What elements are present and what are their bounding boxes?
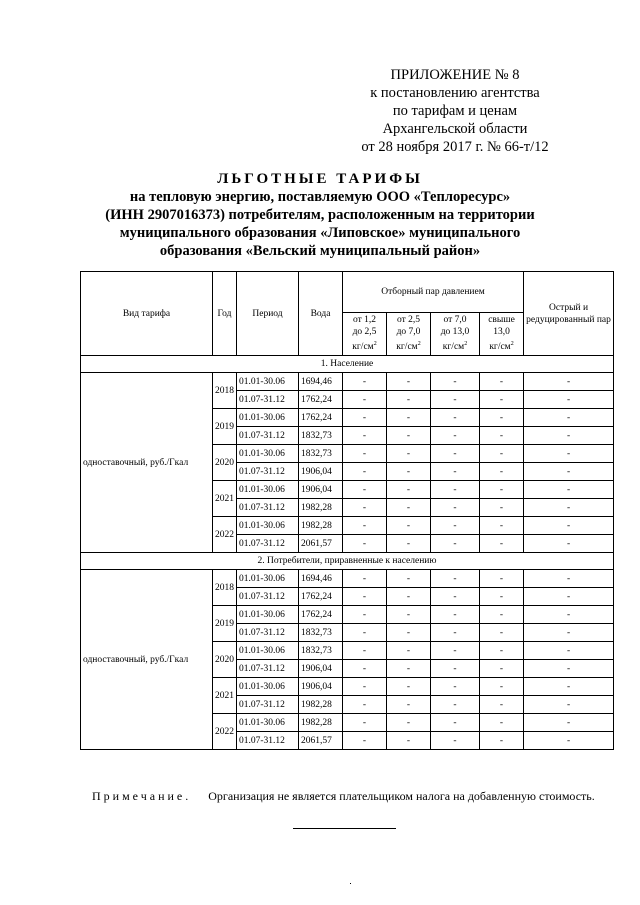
- title-line: муниципального образования «Липовское» муниципального: [119, 225, 521, 241]
- empty-tariff-cell: -: [431, 714, 480, 732]
- empty-tariff-cell: -: [387, 499, 431, 517]
- water-tariff-cell: 1762,24: [299, 391, 343, 409]
- empty-tariff-cell: -: [431, 660, 480, 678]
- empty-tariff-cell: -: [343, 517, 387, 535]
- empty-tariff-cell: -: [387, 678, 431, 696]
- empty-tariff-cell: -: [480, 499, 524, 517]
- water-tariff-cell: 1762,24: [299, 409, 343, 427]
- empty-tariff-cell: -: [387, 732, 431, 750]
- empty-tariff-cell: -: [524, 732, 614, 750]
- period-cell: 01.07-31.12: [237, 696, 299, 714]
- unit-text: кг/см: [396, 342, 418, 353]
- empty-tariff-cell: -: [480, 463, 524, 481]
- empty-tariff-cell: -: [480, 535, 524, 553]
- period-cell: 01.01-30.06: [237, 373, 299, 391]
- header-steam-range-line: от 1,2: [352, 315, 377, 326]
- period-cell: 01.01-30.06: [237, 606, 299, 624]
- footnote-text: Организация не является плательщиком налога на добавленную стоимость.: [208, 789, 595, 803]
- section-row: [81, 356, 614, 373]
- section-row: [81, 553, 614, 570]
- header-steam-unit: [387, 338, 430, 353]
- empty-tariff-cell: -: [387, 535, 431, 553]
- empty-tariff-cell: -: [431, 373, 480, 391]
- period-cell: 01.01-30.06: [237, 445, 299, 463]
- water-tariff-cell: 1832,73: [299, 624, 343, 642]
- empty-tariff-cell: -: [387, 714, 431, 732]
- header-steam: Отборный пар давлением: [343, 272, 524, 313]
- empty-tariff-cell: -: [343, 463, 387, 481]
- water-tariff-cell: 1906,04: [299, 678, 343, 696]
- header-sharp-steam: Острый и редуцированный пар: [524, 272, 614, 356]
- water-tariff-cell: 1762,24: [299, 606, 343, 624]
- empty-tariff-cell: -: [524, 606, 614, 624]
- empty-tariff-cell: -: [343, 660, 387, 678]
- empty-tariff-cell: -: [343, 606, 387, 624]
- empty-tariff-cell: -: [480, 732, 524, 750]
- water-tariff-cell: 1982,28: [299, 696, 343, 714]
- period-cell: 01.01-30.06: [237, 714, 299, 732]
- empty-tariff-cell: -: [431, 624, 480, 642]
- period-cell: 01.01-30.06: [237, 481, 299, 499]
- header-steam-range-line: от 7,0: [443, 315, 467, 326]
- period-cell: 01.07-31.12: [237, 660, 299, 678]
- empty-tariff-cell: -: [431, 445, 480, 463]
- tariff-type-cell: одноставочный, руб./Гкал: [81, 373, 213, 553]
- empty-tariff-cell: -: [431, 391, 480, 409]
- empty-tariff-cell: -: [524, 714, 614, 732]
- empty-tariff-cell: -: [480, 624, 524, 642]
- header-steam-range-line: до 7,0: [396, 327, 421, 338]
- tariff-table: [80, 271, 614, 750]
- header-steam-range: [343, 313, 387, 356]
- empty-tariff-cell: -: [480, 660, 524, 678]
- empty-tariff-cell: -: [343, 373, 387, 391]
- empty-tariff-cell: -: [387, 696, 431, 714]
- empty-tariff-cell: -: [431, 481, 480, 499]
- unit-exponent: 2: [510, 341, 514, 348]
- empty-tariff-cell: -: [524, 427, 614, 445]
- year-cell: 2019: [213, 409, 237, 445]
- empty-tariff-cell: -: [524, 481, 614, 499]
- empty-tariff-cell: -: [343, 391, 387, 409]
- empty-tariff-cell: -: [343, 696, 387, 714]
- unit-text: кг/см: [489, 342, 511, 353]
- year-cell: 2018: [213, 570, 237, 606]
- year-cell: 2021: [213, 678, 237, 714]
- water-tariff-cell: 1694,46: [299, 373, 343, 391]
- empty-tariff-cell: -: [387, 481, 431, 499]
- empty-tariff-cell: -: [387, 517, 431, 535]
- empty-tariff-cell: -: [431, 588, 480, 606]
- empty-tariff-cell: -: [524, 463, 614, 481]
- empty-tariff-cell: -: [524, 445, 614, 463]
- scan-dot: [350, 883, 351, 884]
- appendix-line: Архангельской области: [382, 121, 528, 137]
- period-cell: 01.07-31.12: [237, 499, 299, 517]
- water-tariff-cell: 1982,28: [299, 714, 343, 732]
- empty-tariff-cell: -: [387, 409, 431, 427]
- empty-tariff-cell: -: [431, 732, 480, 750]
- title-line: на тепловую энергию, поставляемую ООО «Теплоресурс»: [129, 189, 511, 205]
- header-period: Период: [237, 272, 299, 356]
- empty-tariff-cell: -: [387, 570, 431, 588]
- empty-tariff-cell: -: [343, 588, 387, 606]
- empty-tariff-cell: -: [387, 660, 431, 678]
- appendix-block: [330, 66, 580, 156]
- table-row: [81, 570, 614, 588]
- empty-tariff-cell: -: [431, 409, 480, 427]
- empty-tariff-cell: -: [480, 696, 524, 714]
- period-cell: 01.07-31.12: [237, 463, 299, 481]
- empty-tariff-cell: -: [343, 714, 387, 732]
- empty-tariff-cell: -: [480, 445, 524, 463]
- header-steam-unit: [343, 338, 386, 353]
- empty-tariff-cell: -: [343, 732, 387, 750]
- header-steam-range: [480, 313, 524, 356]
- table-row: [81, 373, 614, 391]
- empty-tariff-cell: -: [387, 391, 431, 409]
- empty-tariff-cell: -: [431, 499, 480, 517]
- unit-exponent: 2: [373, 341, 377, 348]
- period-cell: 01.07-31.12: [237, 588, 299, 606]
- year-cell: 2020: [213, 445, 237, 481]
- header-steam-range-line: до 13,0: [440, 327, 470, 338]
- empty-tariff-cell: -: [480, 409, 524, 427]
- empty-tariff-cell: -: [480, 517, 524, 535]
- year-cell: 2019: [213, 606, 237, 642]
- separator-line: [293, 828, 396, 829]
- period-cell: 01.07-31.12: [237, 427, 299, 445]
- empty-tariff-cell: -: [431, 463, 480, 481]
- period-cell: 01.07-31.12: [237, 391, 299, 409]
- unit-text: кг/см: [442, 342, 465, 353]
- empty-tariff-cell: -: [524, 409, 614, 427]
- water-tariff-cell: 1982,28: [299, 499, 343, 517]
- water-tariff-cell: 1982,28: [299, 517, 343, 535]
- appendix-line: по тарифам и ценам: [392, 103, 518, 119]
- empty-tariff-cell: -: [343, 409, 387, 427]
- empty-tariff-cell: -: [343, 499, 387, 517]
- empty-tariff-cell: -: [480, 570, 524, 588]
- unit-text: кг/см: [352, 342, 374, 353]
- unit-exponent: 2: [417, 341, 421, 348]
- empty-tariff-cell: -: [387, 373, 431, 391]
- period-cell: 01.01-30.06: [237, 570, 299, 588]
- section-title: 2. Потребители, приравненные к населению: [81, 553, 614, 570]
- title-line: образования «Вельский муниципальный район»: [159, 243, 481, 259]
- empty-tariff-cell: -: [480, 714, 524, 732]
- empty-tariff-cell: -: [431, 678, 480, 696]
- year-cell: 2020: [213, 642, 237, 678]
- water-tariff-cell: 2061,57: [299, 732, 343, 750]
- empty-tariff-cell: -: [387, 642, 431, 660]
- footnote: [92, 789, 612, 804]
- empty-tariff-cell: -: [524, 535, 614, 553]
- period-cell: 01.07-31.12: [237, 732, 299, 750]
- empty-tariff-cell: -: [343, 642, 387, 660]
- empty-tariff-cell: -: [524, 678, 614, 696]
- empty-tariff-cell: -: [480, 481, 524, 499]
- empty-tariff-cell: -: [387, 445, 431, 463]
- water-tariff-cell: 1694,46: [299, 570, 343, 588]
- water-tariff-cell: 1906,04: [299, 463, 343, 481]
- header-steam-unit: [431, 338, 479, 353]
- empty-tariff-cell: -: [343, 678, 387, 696]
- header-steam-range: [387, 313, 431, 356]
- empty-tariff-cell: -: [480, 427, 524, 445]
- period-cell: 01.01-30.06: [237, 678, 299, 696]
- document-heading: [80, 170, 560, 260]
- year-cell: 2021: [213, 481, 237, 517]
- empty-tariff-cell: -: [343, 445, 387, 463]
- header-water: Вода: [299, 272, 343, 356]
- year-cell: 2022: [213, 714, 237, 750]
- empty-tariff-cell: -: [524, 642, 614, 660]
- empty-tariff-cell: -: [524, 570, 614, 588]
- water-tariff-cell: 1762,24: [299, 588, 343, 606]
- year-cell: 2022: [213, 517, 237, 553]
- empty-tariff-cell: -: [343, 535, 387, 553]
- empty-tariff-cell: -: [431, 427, 480, 445]
- empty-tariff-cell: -: [480, 678, 524, 696]
- document-title: ЛЬГОТНЫЕ ТАРИФЫ: [217, 171, 423, 187]
- period-cell: 01.01-30.06: [237, 517, 299, 535]
- empty-tariff-cell: -: [387, 624, 431, 642]
- tariff-type-cell: одноставочный, руб./Гкал: [81, 570, 213, 750]
- empty-tariff-cell: -: [387, 606, 431, 624]
- empty-tariff-cell: -: [480, 642, 524, 660]
- empty-tariff-cell: -: [387, 427, 431, 445]
- empty-tariff-cell: -: [387, 463, 431, 481]
- water-tariff-cell: 1832,73: [299, 642, 343, 660]
- empty-tariff-cell: -: [343, 570, 387, 588]
- empty-tariff-cell: -: [343, 481, 387, 499]
- water-tariff-cell: 1832,73: [299, 445, 343, 463]
- empty-tariff-cell: -: [524, 373, 614, 391]
- empty-tariff-cell: -: [343, 427, 387, 445]
- appendix-number: ПРИЛОЖЕНИЕ № 8: [390, 67, 520, 83]
- period-cell: 01.01-30.06: [237, 409, 299, 427]
- footnote-label: Примечание.: [92, 789, 192, 803]
- empty-tariff-cell: -: [431, 606, 480, 624]
- empty-tariff-cell: -: [431, 696, 480, 714]
- empty-tariff-cell: -: [480, 606, 524, 624]
- header-steam-range-line: 13,0: [493, 327, 510, 338]
- empty-tariff-cell: -: [431, 517, 480, 535]
- appendix-date: от 28 ноября 2017 г. № 66-т/12: [361, 139, 549, 155]
- header-steam-range-line: свыше: [488, 315, 515, 326]
- period-cell: 01.07-31.12: [237, 624, 299, 642]
- empty-tariff-cell: -: [431, 535, 480, 553]
- period-cell: 01.07-31.12: [237, 535, 299, 553]
- water-tariff-cell: 1906,04: [299, 660, 343, 678]
- section-title: 1. Население: [81, 356, 614, 373]
- empty-tariff-cell: -: [524, 499, 614, 517]
- empty-tariff-cell: -: [524, 696, 614, 714]
- empty-tariff-cell: -: [524, 588, 614, 606]
- empty-tariff-cell: -: [343, 624, 387, 642]
- empty-tariff-cell: -: [387, 588, 431, 606]
- title-line: (ИНН 2907016373) потребителям, расположенным на территории: [105, 207, 535, 223]
- empty-tariff-cell: -: [431, 570, 480, 588]
- water-tariff-cell: 2061,57: [299, 535, 343, 553]
- appendix-line: к постановлению агентства: [370, 85, 540, 101]
- empty-tariff-cell: -: [480, 391, 524, 409]
- empty-tariff-cell: -: [524, 660, 614, 678]
- header-steam-unit: [480, 338, 523, 353]
- header-steam-range-line: до 2,5: [352, 327, 377, 338]
- water-tariff-cell: 1906,04: [299, 481, 343, 499]
- header-steam-range: [431, 313, 480, 356]
- header-tariff-type: Вид тарифа: [81, 272, 213, 356]
- empty-tariff-cell: -: [480, 588, 524, 606]
- unit-exponent: 2: [464, 341, 468, 348]
- water-tariff-cell: 1832,73: [299, 427, 343, 445]
- empty-tariff-cell: -: [524, 517, 614, 535]
- period-cell: 01.01-30.06: [237, 642, 299, 660]
- header-steam-range-line: от 2,5: [396, 315, 421, 326]
- empty-tariff-cell: -: [524, 391, 614, 409]
- header-year: Год: [213, 272, 237, 356]
- year-cell: 2018: [213, 373, 237, 409]
- empty-tariff-cell: -: [431, 642, 480, 660]
- empty-tariff-cell: -: [480, 373, 524, 391]
- empty-tariff-cell: -: [524, 624, 614, 642]
